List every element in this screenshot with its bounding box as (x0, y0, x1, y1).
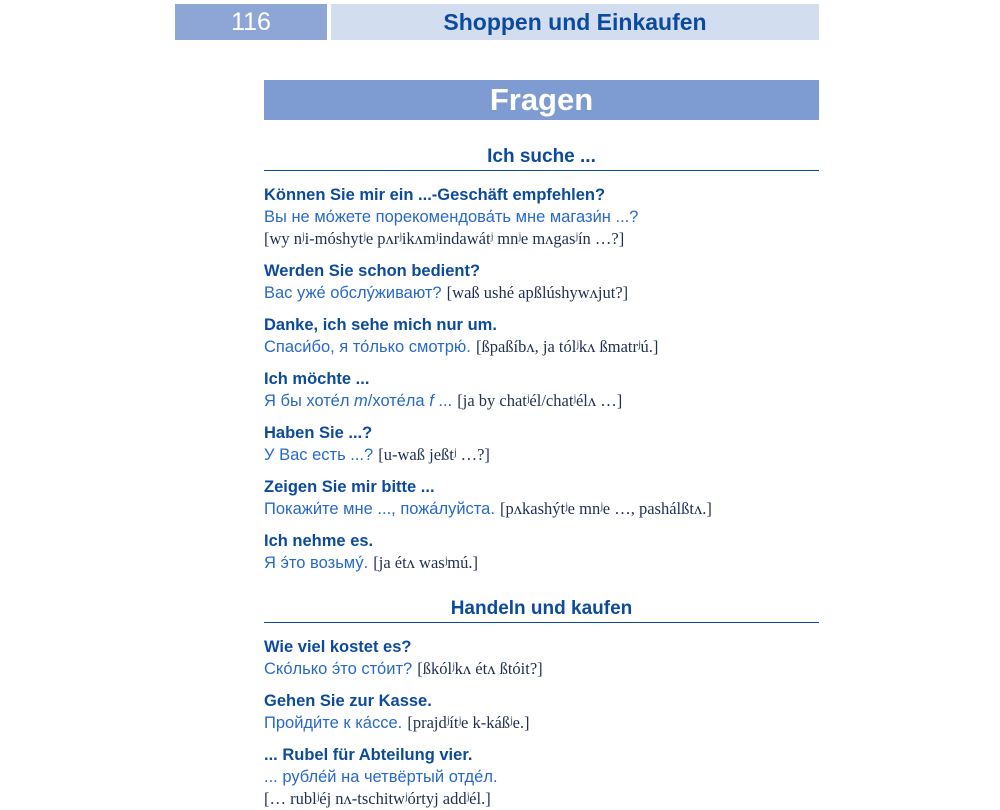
transliteration: [ßpaßíbʌ, ja tólʲkʌ ßmatrʲú.] (475, 337, 659, 356)
gender-marker-masculine: m (354, 392, 368, 410)
phrase-entry (264, 422, 819, 466)
subsection-title-handeln-und-kaufen: Handeln und kaufen (264, 597, 819, 623)
russian-phrase: Я э́то возьму́. (264, 554, 369, 572)
transliteration: [wy nʲi-móshytʲe pʌrʲikʌmʲindawátʲ mnʲe mʌgasʲín …?] (264, 229, 625, 248)
russian-phrase: Вы не мо́жете порекомендова́ть мне магази́н ...? (264, 208, 639, 226)
page-header (175, 4, 819, 40)
phrase-entry (264, 690, 819, 734)
german-phrase: Haben Sie ...? (264, 424, 373, 442)
russian-line (264, 552, 819, 574)
german-phrase: Können Sie mir ein ...-Geschäft empfehlen? (264, 186, 606, 204)
german-phrase: ... Rubel für Abteilung vier. (264, 746, 473, 764)
page-number: 116 (175, 4, 327, 40)
transliteration: [prajdʲítʲe k-káßʲe.] (407, 713, 530, 732)
russian-phrase: Покажи́те мне ..., пожа́луйста. (264, 500, 495, 518)
russian-phrase-part: Я бы хоте́л (264, 392, 355, 410)
russian-phrase-part: ... (433, 392, 453, 410)
german-phrase: Werden Sie schon bedient? (264, 262, 481, 280)
russian-phrase-part: /хоте́ла (367, 392, 430, 410)
german-phrase: Gehen Sie zur Kasse. (264, 692, 432, 710)
russian-line (264, 712, 819, 734)
transliteration: [pʌkashýtʲe mnʲe …, pashálßtʌ.] (500, 499, 712, 518)
phrase-entry (264, 368, 819, 412)
phrase-entry (264, 260, 819, 304)
russian-line (264, 658, 819, 680)
transliteration: [ja by chatʲél/chatʲélʌ …] (457, 391, 623, 410)
russian-line (264, 390, 819, 412)
russian-line (264, 282, 819, 304)
subsection-title-ich-suche: Ich suche ... (264, 145, 819, 171)
russian-phrase: Спаси́бо, я то́лько смотрю́. (264, 338, 471, 356)
transliteration: [… rublʲéj nʌ-tschitwʲórtyj addʲél.] (264, 789, 491, 808)
russian-line (264, 336, 819, 358)
russian-phrase: Ско́лько э́то сто́ит? (264, 660, 413, 678)
russian-phrase: Вас уже́ обслу́живают? (264, 284, 442, 302)
german-phrase: Zeigen Sie mir bitte ... (264, 478, 435, 496)
russian-line (264, 766, 819, 788)
transliteration: [ßkólʲkʌ étʌ ßtóit?] (417, 659, 543, 678)
russian-line (264, 206, 819, 228)
chapter-title: Shoppen und Einkaufen (331, 4, 819, 40)
phrase-entry (264, 530, 819, 574)
russian-phrase: У Вас есть ...? (264, 446, 374, 464)
phrase-entry (264, 476, 819, 520)
page-content (264, 80, 819, 810)
phrase-entry (264, 744, 819, 810)
german-phrase: Ich nehme es. (264, 532, 374, 550)
transliteration: [waß ushé apßlúshywʌjut?] (446, 283, 629, 302)
russian-line (264, 498, 819, 520)
german-phrase: Wie viel kostet es? (264, 638, 412, 656)
german-phrase: Ich möchte ... (264, 370, 370, 388)
russian-phrase: ... рубле́й на четвёртый отде́л. (264, 768, 498, 786)
transliteration: [ja étʌ wasʲmú.] (373, 553, 478, 572)
phrase-entry (264, 314, 819, 358)
transliteration: [u-waß jeßtʲ …?] (378, 445, 490, 464)
gender-marker-feminine: f (429, 392, 434, 410)
section-title: Fragen (264, 80, 819, 120)
russian-phrase (264, 392, 452, 410)
german-phrase: Danke, ich sehe mich nur um. (264, 316, 497, 334)
phrase-entry (264, 636, 819, 680)
russian-phrase: Пройди́те к ка́ссе. (264, 714, 403, 732)
phrase-entry (264, 184, 819, 250)
russian-line (264, 444, 819, 466)
